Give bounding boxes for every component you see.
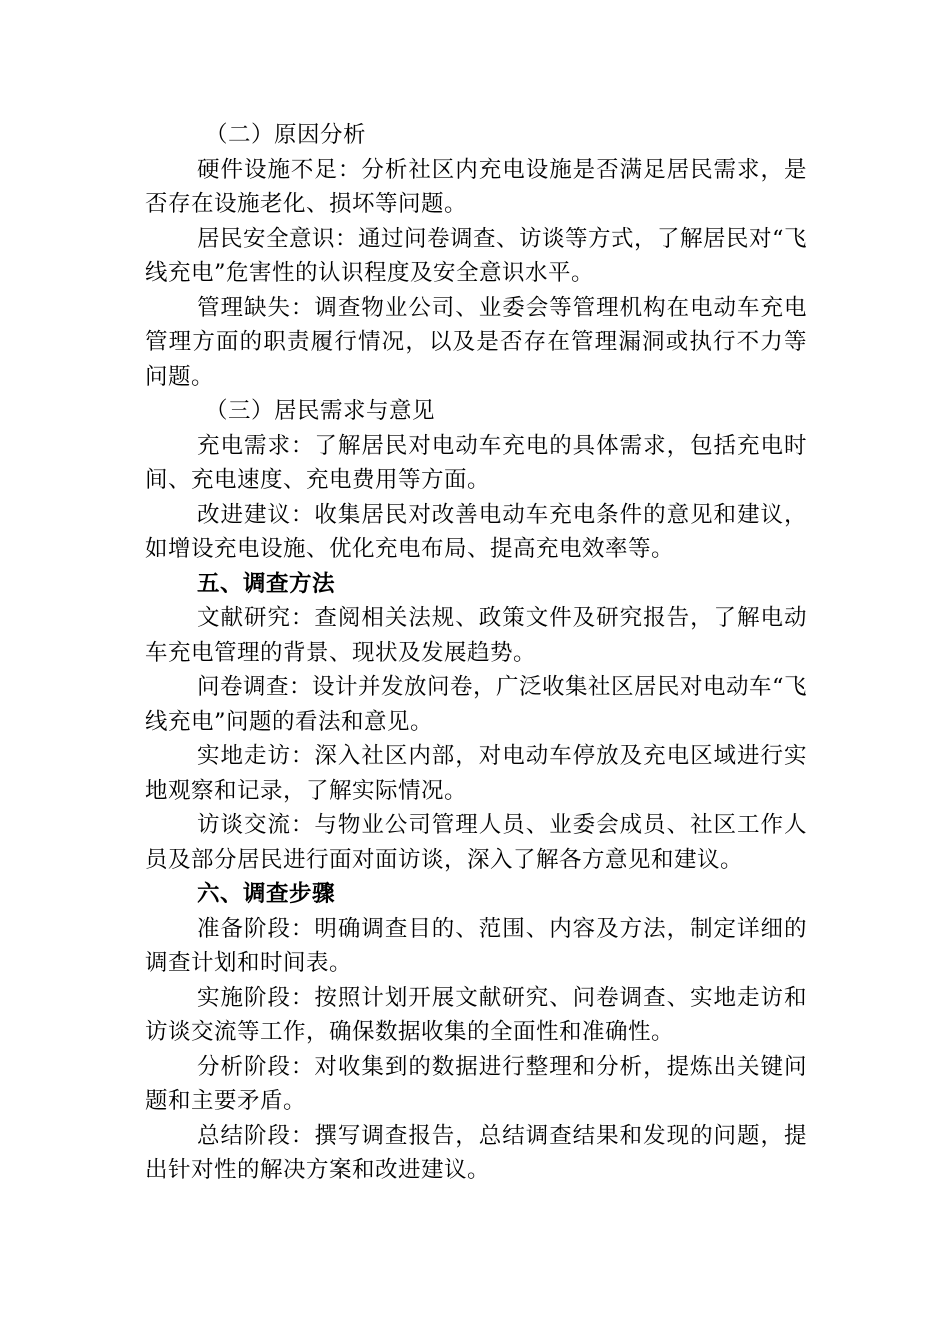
paragraph-safety-awareness: 居民安全意识：通过问卷调查、访谈等方式，了解居民对“飞线充电”危害性的认识程度及安全意识水平。 [145, 225, 808, 286]
paragraph-hardware: 硬件设施不足：分析社区内充电设施是否满足居民需求，是否存在设施老化、损坏等问题。 [145, 156, 807, 217]
paragraph-management-gap: 管理缺失：调查物业公司、业委会等管理机构在电动车充电管理方面的职责履行情况，以及是否存在管理漏洞或执行不力等问题。 [145, 294, 807, 390]
heading-survey-methods: 五、调查方法 [197, 570, 336, 597]
paragraph-improvement-suggestions: 改进建议：收集居民对改善电动车充电条件的意见和建议，如增设充电设施、优化充电布局、提高充电效率等。 [145, 501, 807, 562]
paragraph-charging-needs: 充电需求：了解居民对电动车充电的具体需求，包括充电时间、充电速度、充电费用等方面。 [145, 432, 807, 493]
document-page [145, 118, 807, 1188]
paragraph-literature-research: 文献研究：查阅相关法规、政策文件及研究报告，了解电动车充电管理的背景、现状及发展趋势。 [145, 605, 807, 666]
paragraph-summary-stage: 总结阶段：撰写调查报告，总结调查结果和发现的问题，提出针对性的解决方案和改进建议。 [145, 1122, 807, 1183]
paragraph-questionnaire: 问卷调查：设计并发放问卷，广泛收集社区居民对电动车“飞线充电”问题的看法和意见。 [145, 674, 808, 735]
subheading-cause-analysis: （二）原因分析 [205, 122, 367, 148]
paragraph-implementation-stage: 实施阶段：按照计划开展文献研究、问卷调查、实地走访和访谈交流等工作，确保数据收集的全面性和准确性。 [145, 984, 807, 1045]
subheading-resident-needs: （三）居民需求与意见 [205, 398, 436, 424]
paragraph-preparation-stage: 准备阶段：明确调查目的、范围、内容及方法，制定详细的调查计划和时间表。 [145, 915, 807, 976]
paragraph-analysis-stage: 分析阶段：对收集到的数据进行整理和分析，提炼出关键问题和主要矛盾。 [145, 1053, 807, 1114]
paragraph-field-visit: 实地走访：深入社区内部，对电动车停放及充电区域进行实地观察和记录，了解实际情况。 [145, 743, 807, 804]
heading-survey-steps: 六、调查步骤 [197, 881, 336, 907]
paragraph-interviews: 访谈交流：与物业公司管理人员、业委会成员、社区工作人员及部分居民进行面对面访谈，深入了解各方意见和建议。 [145, 812, 807, 873]
